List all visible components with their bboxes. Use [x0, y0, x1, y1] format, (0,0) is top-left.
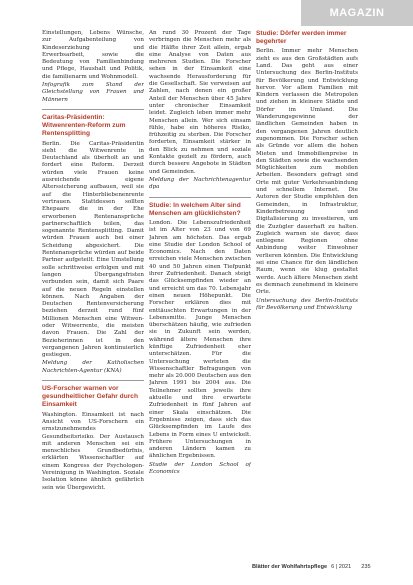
page-number: 235	[361, 564, 371, 570]
column-left	[42, 30, 144, 560]
publication-name: Blätter der Wohlfahrtspflege	[252, 564, 328, 570]
column-right	[256, 30, 358, 560]
article-body: Berlin. Die Caritas-Präsidentin sieht die Witwenrente in Deutschland als überholt an und fordert eine Reform. Derzeit würden viele Frauen keine ausreichende eigene Alterssicherung aufbauen, weil sie auf die Hinterbliebenenrente vertrauen. Stattdessen sollten Ehepaare die in der Ehe erworbenen Rentenansprüche partnerschaftlich teilen, das sogenannte Rentensplitting. Damit würden Frauen auch bei einer Scheidung abgesichert. Die Rentenansprüche würden auf beide Partner aufgeteilt. Eine Umstellung solle schrittweise erfolgen und mit langen Übergangsfristen verbunden sein, damit sich Paare auf die neuen Regeln einstellen können. Nach Angaben der Deutschen Rentenversicherung beziehen derzeit rund fünf Millionen Menschen eine Witwen- oder Witwerrente, die meisten davon Frauen. Die Zahl der Bezieherinnen ist in den vergangenen Jahren kontinuierlich gestiegen.	[42, 140, 144, 359]
article-source: Infografik zum Stand der Gleichstellung von Frauen und Männern	[42, 82, 144, 103]
divider	[42, 380, 144, 381]
article-body: London. Die Lebenszufriedenheit ist im Alter von 23 und von 69 Jahren am höchsten. Das ergab eine Studie der London School of Economics. Nach den Daten erreichen viele Menschen zwischen 40 und 50 Jahren einen Tiefpunkt ihrer Zufriedenheit. Danach steigt das Glücksempfinden wieder an und erreicht um das 70. Lebensjahr einen neuen Höhepunkt. Die Forscher erklären dies mit enttäuschten Erwartungen in der Lebensmitte. Junge Menschen überschätzen häufig, wie zufrieden sie in Zukunft sein werden, während ältere Menschen ihre künftige Zufriedenheit eher unterschätzen. Für die Untersuchung werteten die Wissenschaftler Befragungen von mehr als 20.000 Deutschen aus den Jahren 1991 bis 2004 aus. Die Teilnehmer sollten jeweils ihre aktuelle und ihre erwartete Zufriedenheit in fünf Jahren auf einer Skala einschätzen. Die Ergebnisse zeigen, dass sich das Glücksempfinden im Laufe des Lebens in Form eines U entwickelt. Frühere Untersuchungen in anderen Ländern kamen zu ähnlichen Ergebnissen.	[149, 219, 251, 460]
article-heading: Studie: In welchem Alter sind Menschen am glücklichsten?	[149, 201, 241, 217]
article-body: Berlin. Immer mehr Menschen zieht es aus den Großstädten aufs Land. Das geht aus einer Untersuchung des Berlin-Instituts für Bevölkerung und Entwicklung hervor. Vor allem Familien mit Kindern verlassen die Metropolen und ziehen in kleinere Städte und Dörfer im Umland. Die Wanderungsgewinne der ländlichen Gemeinden haben in den vergangenen Jahren deutlich zugenommen. Die Forscher sehen als Gründe vor allem die hohen Mieten und Immobilienpreise in den Städten sowie die wachsenden Möglichkeiten zum mobilen Arbeiten. Besonders gefragt sind Orte mit guter Verkehrsanbindung und schnellem Internet. Die Autoren der Studie empfehlen den Gemeinden, in Infrastruktur, Kinderbetreuung und Digitalisierung zu investieren, um die Zuzügler dauerhaft zu halten. Zugleich warnen sie davor, dass entlegene Regionen ohne Anbindung weiter Einwohner verlieren könnten. Die Entwicklung sei eine Chance für den ländlichen Raum, wenn sie klug gestaltet werde. Auch ältere Menschen zieht es demnach zunehmend in kleinere Orte.	[256, 48, 358, 296]
column-middle	[149, 30, 251, 560]
article-source: Meldung der Nachrichtenagentur dpa	[149, 176, 251, 191]
issue-number: 6 | 2021	[331, 564, 352, 570]
article-heading: Studie: Dörfer werden immer begehrter	[256, 30, 347, 46]
article-body: Einstellungen, Lebens Wünsche, zur Aufgabenteilung von Kindeserziehung und Erwerbsarbeit, sowie die Bedeutung von Familienbindung und Pflege, Haushalt und Politik, die familienarm und Wohnmodell.	[42, 30, 144, 80]
article-body: An rund 30 Prozent der Tage verbringen die Menschen mehr als die Hälfte ihrer Zeit allein, ergab eine Analyse von Daten aus mehreren Studien. Die Forscher sehen in der Einsamkeit eine wachsende Herausforderung für die Gesellschaft. Sie verweisen auf Zahlen, nach denen ein großer Anteil der Menschen über 45 Jahre unter chronischer Einsamkeit leidet. Zugleich leben immer mehr Menschen allein. Wer sich einsam fühle, habe ein höheres Risiko, frühzeitig zu sterben. Die Forscher forderten, Einsamkeit stärker in den Blick zu nehmen und soziale Kontakte gezielt zu fördern, auch durch bessere Angebote in Städten und Gemeinden.	[149, 30, 251, 175]
divider	[42, 109, 144, 110]
article-heading: US-Forscher warnen vor gesundheitlicher Gefahr durch Einsamkeit	[42, 385, 138, 409]
article-source: Untersuchung des Berlin-Instituts für Bevölkerung und Entwicklung	[256, 297, 358, 311]
section-label: MAGAZIN	[329, 7, 385, 19]
article-heading: Caritas-Präsidentin: Witwenrenten-Reform zum Rentensplitting	[42, 113, 126, 138]
page-footer	[252, 564, 371, 570]
section-tab	[301, 0, 413, 26]
article-source: Studie der London School of Economics	[149, 461, 251, 476]
article-body: Washington. Einsamkeit ist nach Ansicht von US-Forschern ein ernstzunehmendes Gesundheitsrisiko. Der Austausch mit anderen Menschen sei ein menschliches Grundbedürfnis, erklärten Wissenschaftler auf einem Kongress der Psychologen-Vereinigung in Washington. Soziale Isolation könne ähnlich gefährlich sein wie Übergewicht.	[42, 411, 144, 491]
article-source: Meldung der Katholischen Nachrichten-Agentur (KNA)	[42, 360, 144, 374]
divider	[149, 197, 251, 198]
